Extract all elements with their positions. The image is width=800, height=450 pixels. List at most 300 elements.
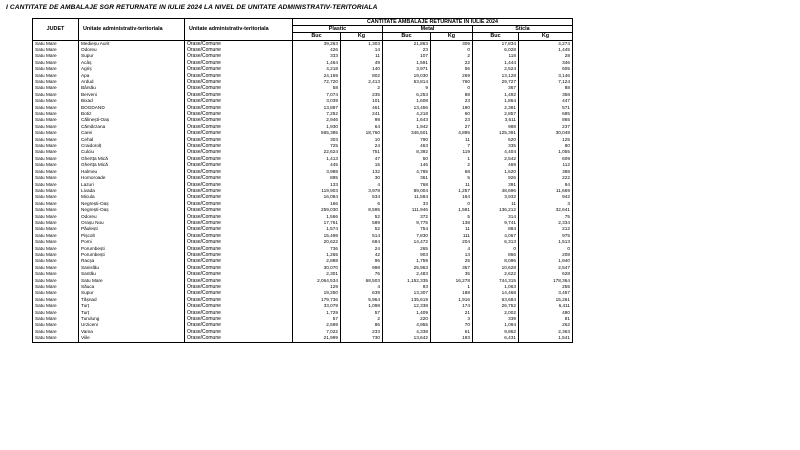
cell-metal-buc: 19,030 <box>383 73 431 79</box>
cell-uat-type: Orase/Comune <box>185 322 293 328</box>
cell-judet: Satu Mare <box>33 105 79 111</box>
col-uat-type: Unitate administrativ-teritoriala <box>185 19 293 41</box>
cell-sticla-kg: 865 <box>519 117 573 123</box>
cell-sticla-kg: 94 <box>519 182 573 188</box>
cell-metal-buc: 33 <box>383 201 431 207</box>
cell-metal-kg: 174 <box>431 303 473 309</box>
cell-plastic-kg: 3,978 <box>341 188 383 194</box>
cell-plastic-kg: 24 <box>341 143 383 149</box>
cell-metal-buc: 50 <box>383 156 431 162</box>
cell-uat-type: Orase/Comune <box>185 156 293 162</box>
cell-plastic-kg: 98 <box>341 117 383 123</box>
cell-plastic-buc: 259,030 <box>293 207 341 213</box>
cell-metal-kg: 7 <box>431 143 473 149</box>
cell-plastic-buc: 1,413 <box>293 156 341 162</box>
cell-judet: Satu Mare <box>33 111 79 117</box>
cell-plastic-buc: 20,622 <box>293 239 341 245</box>
cell-uat: Porumbești <box>79 252 185 258</box>
cell-metal-kg: 11 <box>431 226 473 232</box>
cell-uat: Lazuri <box>79 182 185 188</box>
cell-plastic-kg: 52 <box>341 226 383 232</box>
cell-uat-type: Orase/Comune <box>185 226 293 232</box>
cell-plastic-buc: 2,946 <box>293 117 341 123</box>
cell-metal-kg: 22 <box>431 60 473 66</box>
cell-sticla-buc: 2,381 <box>473 105 519 111</box>
cell-plastic-kg: 1,098 <box>341 303 383 309</box>
cell-sticla-kg: 11,669 <box>519 188 573 194</box>
cell-sticla-kg: 3,146 <box>519 73 573 79</box>
cell-metal-buc: 4,338 <box>383 329 431 335</box>
cell-metal-kg: 2 <box>431 162 473 168</box>
cell-sticla-buc: 926 <box>473 175 519 181</box>
cell-sticla-kg: 88 <box>519 85 573 91</box>
cell-plastic-buc: 72,720 <box>293 79 341 85</box>
cell-plastic-buc: 7,022 <box>293 329 341 335</box>
cell-sticla-buc: 866 <box>473 252 519 258</box>
cell-uat: Ardud <box>79 79 185 85</box>
cell-uat-type: Orase/Comune <box>185 271 293 277</box>
cell-metal-buc: 2,483 <box>383 271 431 277</box>
cell-plastic-kg: 2,413 <box>341 79 383 85</box>
cell-metal-buc: 1,643 <box>383 117 431 123</box>
cell-judet: Satu Mare <box>33 303 79 309</box>
cell-plastic-kg: 24 <box>341 246 383 252</box>
cell-sticla-buc: 13,128 <box>473 73 519 79</box>
cell-sticla-kg: 178,364 <box>519 278 573 284</box>
cell-judet: Satu Mare <box>33 297 79 303</box>
cell-metal-kg: 138 <box>431 220 473 226</box>
cell-uat: Călinești-Oaș <box>79 117 185 123</box>
cell-plastic-buc: 15,498 <box>293 233 341 239</box>
cell-metal-buc: 13,456 <box>383 105 431 111</box>
cell-metal-buc: 903 <box>383 252 431 258</box>
cell-sticla-kg: 4,274 <box>519 40 573 47</box>
cell-sticla-buc: 2,542 <box>473 156 519 162</box>
cell-plastic-buc: 1,566 <box>293 214 341 220</box>
cell-judet: Satu Mare <box>33 156 79 162</box>
cell-metal-kg: 70 <box>431 322 473 328</box>
table-body <box>33 40 573 342</box>
cell-sticla-kg: 125 <box>519 137 573 143</box>
cell-uat-type: Orase/Comune <box>185 124 293 130</box>
cell-uat: Acâș <box>79 60 185 66</box>
cell-plastic-buc: 1,265 <box>293 252 341 258</box>
cell-uat: Botiz <box>79 111 185 117</box>
cell-uat-type: Orase/Comune <box>185 105 293 111</box>
cell-judet: Satu Mare <box>33 47 79 53</box>
cell-judet: Satu Mare <box>33 124 79 130</box>
cell-plastic-buc: 333 <box>293 53 341 59</box>
cell-plastic-kg: 132 <box>341 169 383 175</box>
cell-sticla-kg: 628 <box>519 271 573 277</box>
cell-metal-buc: 53,814 <box>383 79 431 85</box>
cell-plastic-buc: 2,064,534 <box>293 278 341 284</box>
cell-uat: Viile <box>79 335 185 342</box>
cell-plastic-buc: 7,252 <box>293 111 341 117</box>
cell-plastic-kg: 76 <box>341 271 383 277</box>
cell-metal-buc: 25,963 <box>383 265 431 271</box>
cell-plastic-buc: 24,169 <box>293 73 341 79</box>
cell-metal-buc: 463 <box>383 143 431 149</box>
cell-uat: Livada <box>79 188 185 194</box>
cell-uat: Supur <box>79 53 185 59</box>
cell-sticla-buc: 1,444 <box>473 60 519 66</box>
cell-metal-kg: 11 <box>431 182 473 188</box>
cell-metal-kg: 35 <box>431 271 473 277</box>
cell-sticla-buc: 6,313 <box>473 239 519 245</box>
cell-metal-buc: 754 <box>383 226 431 232</box>
cell-judet: Satu Mare <box>33 85 79 91</box>
cell-metal-buc: 11,584 <box>383 194 431 200</box>
cell-metal-kg: 760 <box>431 79 473 85</box>
cell-uat: Santău <box>79 271 185 277</box>
cell-metal-buc: 13,642 <box>383 335 431 342</box>
cell-sticla-kg: 212 <box>519 226 573 232</box>
cell-sticla-kg: 208 <box>519 252 573 258</box>
cell-plastic-buc: 129 <box>293 284 341 290</box>
cell-plastic-kg: 52 <box>341 214 383 220</box>
cell-sticla-kg: 571 <box>519 105 573 111</box>
cell-plastic-kg: 86 <box>341 322 383 328</box>
cell-sticla-buc: 4,404 <box>473 149 519 155</box>
cell-metal-kg: 1,916 <box>431 297 473 303</box>
cell-sticla-kg: 358 <box>519 92 573 98</box>
col-sticla: Sticla <box>473 26 573 33</box>
cell-uat: Turț <box>79 303 185 309</box>
cell-uat: Săuca <box>79 284 185 290</box>
cell-sticla-buc: 520 <box>473 137 519 143</box>
cell-metal-kg: 11 <box>431 137 473 143</box>
cell-sticla-buc: 48,696 <box>473 188 519 194</box>
cell-judet: Satu Mare <box>33 98 79 104</box>
cell-uat: Vama <box>79 329 185 335</box>
cell-judet: Satu Mare <box>33 214 79 220</box>
cell-metal-kg: 68 <box>431 169 473 175</box>
cell-uat: Bixad <box>79 98 185 104</box>
cell-plastic-kg: 49 <box>341 60 383 66</box>
cell-judet: Satu Mare <box>33 60 79 66</box>
cell-plastic-kg: 461 <box>341 105 383 111</box>
cell-judet: Satu Mare <box>33 226 79 232</box>
cell-plastic-buc: 33,079 <box>293 303 341 309</box>
cell-uat-type: Orase/Comune <box>185 117 293 123</box>
cell-plastic-buc: 22,624 <box>293 149 341 155</box>
cell-sticla-buc: 1,492 <box>473 92 519 98</box>
cell-sticla-kg: 942 <box>519 194 573 200</box>
cell-plastic-buc: 2,888 <box>293 258 341 264</box>
cell-plastic-kg: 42 <box>341 252 383 258</box>
cell-plastic-kg: 30 <box>341 175 383 181</box>
cell-sticla-buc: 9,741 <box>473 220 519 226</box>
cell-judet: Satu Mare <box>33 310 79 316</box>
cell-plastic-buc: 736 <box>293 246 341 252</box>
cell-metal-buc: 1,759 <box>383 258 431 264</box>
cell-sticla-buc: 0 <box>473 246 519 252</box>
cell-uat-type: Orase/Comune <box>185 169 293 175</box>
cell-metal-kg: 269 <box>431 73 473 79</box>
cell-uat: Negrești-Oaș <box>79 201 185 207</box>
cell-plastic-buc: 133 <box>293 182 341 188</box>
cell-uat: Apa <box>79 73 185 79</box>
cell-judet: Satu Mare <box>33 335 79 342</box>
cell-plastic-kg: 10 <box>341 137 383 143</box>
cell-metal-kg: 3 <box>431 316 473 322</box>
cell-uat: Odoreu <box>79 214 185 220</box>
col-metal-kg: Kg <box>431 33 473 40</box>
cell-plastic-kg: 101 <box>341 98 383 104</box>
table-row <box>33 335 573 342</box>
cell-sticla-buc: 11 <box>473 201 519 207</box>
cell-plastic-buc: 58 <box>293 85 341 91</box>
cell-sticla-kg: 447 <box>519 98 573 104</box>
cell-judet: Satu Mare <box>33 73 79 79</box>
cell-sticla-kg: 7,124 <box>519 79 573 85</box>
cell-plastic-buc: 39,263 <box>293 40 341 47</box>
cell-uat: Negrești-Oaș <box>79 207 185 213</box>
cell-metal-kg: 193 <box>431 335 473 342</box>
cell-uat: Turț <box>79 310 185 316</box>
cell-metal-kg: 5 <box>431 214 473 220</box>
cell-plastic-kg: 2 <box>341 316 383 322</box>
cell-plastic-buc: 119,903 <box>293 188 341 194</box>
cell-metal-kg: 1 <box>431 156 473 162</box>
cell-metal-buc: 6,253 <box>383 92 431 98</box>
cell-sticla-kg: 480 <box>519 310 573 316</box>
cell-plastic-buc: 2,599 <box>293 322 341 328</box>
cell-sticla-kg: 222 <box>519 175 573 181</box>
cell-metal-buc: 790 <box>383 137 431 143</box>
cell-metal-buc: 93 <box>383 284 431 290</box>
cell-plastic-buc: 19,250 <box>293 290 341 296</box>
cell-sticla-buc: 335 <box>473 143 519 149</box>
cell-plastic-kg: 233 <box>341 329 383 335</box>
cell-sticla-kg: 609 <box>519 156 573 162</box>
cell-metal-kg: 5 <box>431 175 473 181</box>
cell-metal-kg: 204 <box>431 239 473 245</box>
cell-uat-type: Orase/Comune <box>185 239 293 245</box>
cell-uat: Pișcolt <box>79 233 185 239</box>
cell-metal-kg: 188 <box>431 290 473 296</box>
returns-table <box>32 18 573 343</box>
cell-uat-type: Orase/Comune <box>185 207 293 213</box>
cell-sticla-buc: 118 <box>473 53 519 59</box>
cell-uat-type: Orase/Comune <box>185 92 293 98</box>
cell-metal-buc: 1,942 <box>383 124 431 130</box>
cell-judet: Satu Mare <box>33 207 79 213</box>
cell-metal-buc: 89,004 <box>383 188 431 194</box>
cell-sticla-buc: 4,067 <box>473 233 519 239</box>
cell-judet: Satu Mare <box>33 239 79 245</box>
cell-uat-type: Orase/Comune <box>185 66 293 72</box>
cell-sticla-kg: 2,334 <box>519 220 573 226</box>
cell-metal-kg: 0 <box>431 47 473 53</box>
col-sticla-kg: Kg <box>519 33 573 40</box>
cell-sticla-buc: 988 <box>473 124 519 130</box>
cell-uat-type: Orase/Comune <box>185 297 293 303</box>
cell-metal-buc: 135,619 <box>383 297 431 303</box>
cell-uat-type: Orase/Comune <box>185 73 293 79</box>
col-plastic-kg: Kg <box>341 33 383 40</box>
cell-plastic-kg: 14 <box>341 47 383 53</box>
cell-uat: Agriș <box>79 66 185 72</box>
col-metal-buc: Buc <box>383 33 431 40</box>
cell-judet: Satu Mare <box>33 284 79 290</box>
cell-metal-kg: 309 <box>431 40 473 47</box>
cell-judet: Satu Mare <box>33 246 79 252</box>
col-sticla-buc: Buc <box>473 33 519 40</box>
cell-uat: Urziceni <box>79 322 185 328</box>
cell-uat-type: Orase/Comune <box>185 60 293 66</box>
cell-uat-type: Orase/Comune <box>185 329 293 335</box>
cell-sticla-kg: 1,513 <box>519 239 573 245</box>
cell-judet: Satu Mare <box>33 182 79 188</box>
cell-metal-kg: 4 <box>431 246 473 252</box>
cell-judet: Satu Mare <box>33 175 79 181</box>
cell-plastic-buc: 57 <box>293 316 341 322</box>
cell-plastic-kg: 15 <box>341 162 383 168</box>
cell-judet: Satu Mare <box>33 130 79 136</box>
cell-uat: Berveni <box>79 92 185 98</box>
cell-plastic-kg: 514 <box>341 233 383 239</box>
cell-uat: BOGDAND <box>79 105 185 111</box>
cell-sticla-buc: 367 <box>473 85 519 91</box>
cell-sticla-kg: 28 <box>519 53 573 59</box>
cell-uat: Craidorolț <box>79 143 185 149</box>
cell-plastic-buc: 179,736 <box>293 297 341 303</box>
cell-plastic-buc: 3,988 <box>293 169 341 175</box>
cell-metal-buc: 146 <box>383 162 431 168</box>
cell-plastic-buc: 2,301 <box>293 271 341 277</box>
cell-uat-type: Orase/Comune <box>185 137 293 143</box>
col-uat: Unitate administrativ-teritoriala <box>79 19 185 41</box>
cell-judet: Satu Mare <box>33 258 79 264</box>
cell-metal-buc: 107 <box>383 53 431 59</box>
cell-uat-type: Orase/Comune <box>185 79 293 85</box>
cell-metal-kg: 23 <box>431 117 473 123</box>
cell-plastic-buc: 1,574 <box>293 226 341 232</box>
cell-plastic-buc: 445 <box>293 162 341 168</box>
cell-plastic-buc: 166 <box>293 201 341 207</box>
cell-metal-buc: 372 <box>383 214 431 220</box>
cell-uat-type: Orase/Comune <box>185 47 293 53</box>
cell-plastic-buc: 4,218 <box>293 66 341 72</box>
cell-uat-type: Orase/Comune <box>185 175 293 181</box>
cell-plastic-buc: 895 <box>293 175 341 181</box>
col-judet: JUDET <box>33 19 79 41</box>
cell-judet: Satu Mare <box>33 201 79 207</box>
cell-uat-type: Orase/Comune <box>185 258 293 264</box>
cell-metal-buc: 14,472 <box>383 239 431 245</box>
cell-sticla-buc: 469 <box>473 162 519 168</box>
cell-metal-buc: 12,338 <box>383 303 431 309</box>
cell-uat: Turulung <box>79 316 185 322</box>
cell-sticla-buc: 3,932 <box>473 194 519 200</box>
cell-uat-type: Orase/Comune <box>185 303 293 309</box>
cell-uat: Culciu <box>79 149 185 155</box>
cell-uat-type: Orase/Comune <box>185 246 293 252</box>
cell-plastic-kg: 4 <box>341 284 383 290</box>
cell-uat-type: Orase/Comune <box>185 278 293 284</box>
cell-sticla-kg: 0 <box>519 246 573 252</box>
cell-plastic-buc: 21,999 <box>293 335 341 342</box>
cell-sticla-buc: 10,628 <box>473 265 519 271</box>
cell-sticla-kg: 1,055 <box>519 149 573 155</box>
cell-plastic-kg: 68,503 <box>341 278 383 284</box>
cell-metal-buc: 9,775 <box>383 220 431 226</box>
cell-uat-type: Orase/Comune <box>185 98 293 104</box>
cell-uat-type: Orase/Comune <box>185 188 293 194</box>
cell-judet: Satu Mare <box>33 194 79 200</box>
cell-sticla-kg: 81 <box>519 316 573 322</box>
cell-sticla-kg: 2,547 <box>519 265 573 271</box>
cell-metal-kg: 119 <box>431 149 473 155</box>
cell-uat-type: Orase/Comune <box>185 310 293 316</box>
cell-uat: Medieșu Aurit <box>79 40 185 47</box>
cell-uat: Supur <box>79 290 185 296</box>
cell-judet: Satu Mare <box>33 137 79 143</box>
cell-judet: Satu Mare <box>33 143 79 149</box>
cell-sticla-kg: 75 <box>519 214 573 220</box>
cell-plastic-kg: 751 <box>341 149 383 155</box>
cell-sticla-kg: 6,411 <box>519 303 573 309</box>
cell-plastic-kg: 18,760 <box>341 130 383 136</box>
cell-uat: Homoroade <box>79 175 185 181</box>
cell-judet: Satu Mare <box>33 117 79 123</box>
cell-uat-type: Orase/Comune <box>185 149 293 155</box>
cell-metal-buc: 1,608 <box>383 98 431 104</box>
cell-sticla-kg: 112 <box>519 162 573 168</box>
cell-metal-kg: 1 <box>431 284 473 290</box>
cell-uat: Ghertța Mică <box>79 156 185 162</box>
cell-sticla-buc: 744,315 <box>473 278 519 284</box>
cell-plastic-buc: 426 <box>293 47 341 53</box>
cell-uat-type: Orase/Comune <box>185 111 293 117</box>
cell-uat-type: Orase/Comune <box>185 85 293 91</box>
cell-judet: Satu Mare <box>33 188 79 194</box>
cell-judet: Satu Mare <box>33 66 79 72</box>
cell-metal-kg: 0 <box>431 201 473 207</box>
cell-plastic-kg: 998 <box>341 265 383 271</box>
cell-judet: Satu Mare <box>33 79 79 85</box>
cell-sticla-buc: 63,684 <box>473 297 519 303</box>
cell-metal-kg: 1,581 <box>431 207 473 213</box>
cell-sticla-buc: 1,864 <box>473 98 519 104</box>
cell-sticla-buc: 314 <box>473 214 519 220</box>
cell-judet: Satu Mare <box>33 271 79 277</box>
cell-metal-kg: 1,257 <box>431 188 473 194</box>
cell-sticla-kg: 262 <box>519 322 573 328</box>
cell-uat-type: Orase/Comune <box>185 284 293 290</box>
cell-uat: Ghertța Mică <box>79 162 185 168</box>
cell-metal-kg: 16,278 <box>431 278 473 284</box>
cell-sticla-kg: 605 <box>519 66 573 72</box>
cell-plastic-kg: 639 <box>341 290 383 296</box>
cell-metal-buc: 111,946 <box>383 207 431 213</box>
cell-judet: Satu Mare <box>33 169 79 175</box>
cell-metal-buc: 4,218 <box>383 111 431 117</box>
cell-metal-buc: 220 <box>383 316 431 322</box>
cell-sticla-kg: 388 <box>519 169 573 175</box>
cell-judet: Satu Mare <box>33 233 79 239</box>
cell-judet: Satu Mare <box>33 40 79 47</box>
cell-uat: Halmeu <box>79 169 185 175</box>
cell-sticla-buc: 884 <box>473 226 519 232</box>
cell-metal-kg: 27 <box>431 124 473 130</box>
cell-judet: Satu Mare <box>33 53 79 59</box>
cell-sticla-buc: 6,431 <box>473 335 519 342</box>
cell-sticla-buc: 2,002 <box>473 310 519 316</box>
cell-metal-kg: 23 <box>431 98 473 104</box>
